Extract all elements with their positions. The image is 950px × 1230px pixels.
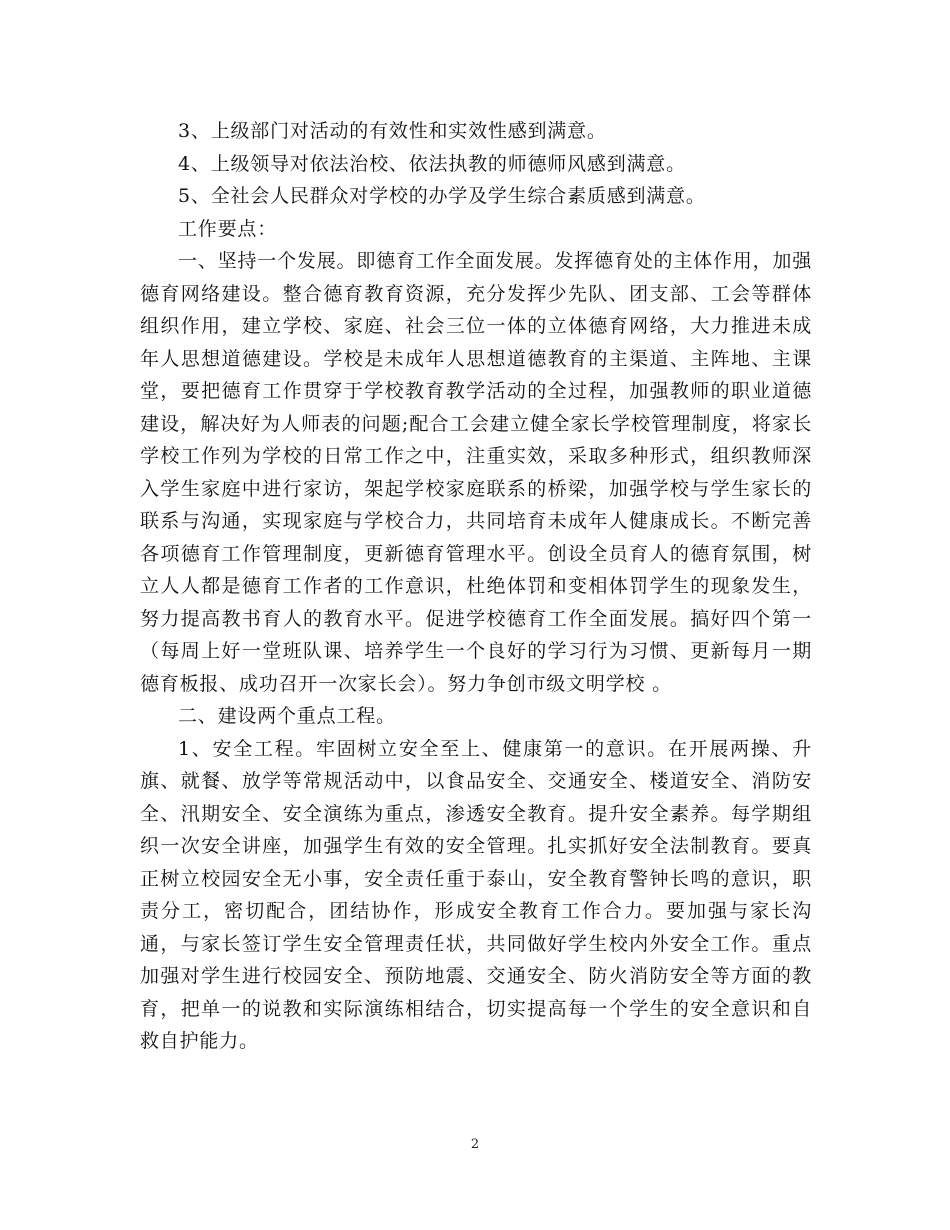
paragraph-safety-project: 1、安全工程。牢固树立安全至上、健康第一的意识。在开展两操、升旗、就餐、放学等常规活动中，以食品安全、交通安全、楼道安全、消防安全、汛期安全、安全演练为重点，渗透安全教育。提升安全素养。每学期组织一次安全讲座，加强学生有效的安全管理。扎实抓好安全法制教育。要真正树立校园安全无小事，安全责任重于泰山，安全教育警钟长鸣的意识，职责分工，密切配合，团结协作，形成安全教育工作合力。要加强与家长沟通，与家长签订学生安全管理责任状，共同做好学生校内外安全工作。重点加强对学生进行校园安全、预防地震、交通安全、防火消防安全等方面的教育，把单一的说教和实际演练相结合，切实提高每一个学生的安全意识和自救自护能力。 <box>140 737 812 1052</box>
section-heading-work-points: 工作要点： <box>178 217 278 240</box>
paragraph-satisfaction-3: 3、上级部门对活动的有效性和实效性感到满意。 <box>178 120 607 142</box>
page-number: 2 <box>470 1137 480 1152</box>
paragraph-one-development: 一、坚持一个发展。即德育工作全面发展。发挥德育处的主体作用，加强德育网络建设。整合德育教育资源，充分发挥少先队、团支部、工会等群体组织作用，建立学校、家庭、社会三位一体的立体德育网络，大力推进未成年人思想道德建设。学校是未成年人思想道德教育的主渠道、主阵地、主课堂，要把德育工作贯穿于学校教育教学活动的全过程，加强教师的职业道德建设，解决好为人师表的问题;配合工会建立健全家长学校管理制度，将家长学校工作列为学校的日常工作之中，注重实效，采取多种形式，组织教师深入学生家庭中进行家访，架起学校家庭联系的桥梁，加强学校与学生家长的联系与沟通，实现家庭与学校合力，共同培育未成年人健康成长。不断完善各项德育工作管理制度，更新德育管理水平。创设全员育人的德育氛围，树立人人都是德育工作者的工作意识，杜绝体罚和变相体罚学生的现象发生，努力提高教书育人的教育水平。促进学校德育工作全面发展。搞好四个第一（每周上好一堂班队课、培养学生一个良好的学习行为习惯、更新每月一期德育板报、成功召开一次家长会）。努力争创市级文明学校 。 <box>140 250 812 695</box>
document-body <box>140 115 812 1058</box>
paragraph-satisfaction-5: 5、全社会人民群众对学校的办学及学生综合素质感到满意。 <box>178 185 706 207</box>
paragraph-satisfaction-4: 4、上级领导对依法治校、依法执教的师德师风感到满意。 <box>178 152 686 175</box>
section-heading-two-projects: 二、建设两个重点工程。 <box>178 705 396 727</box>
